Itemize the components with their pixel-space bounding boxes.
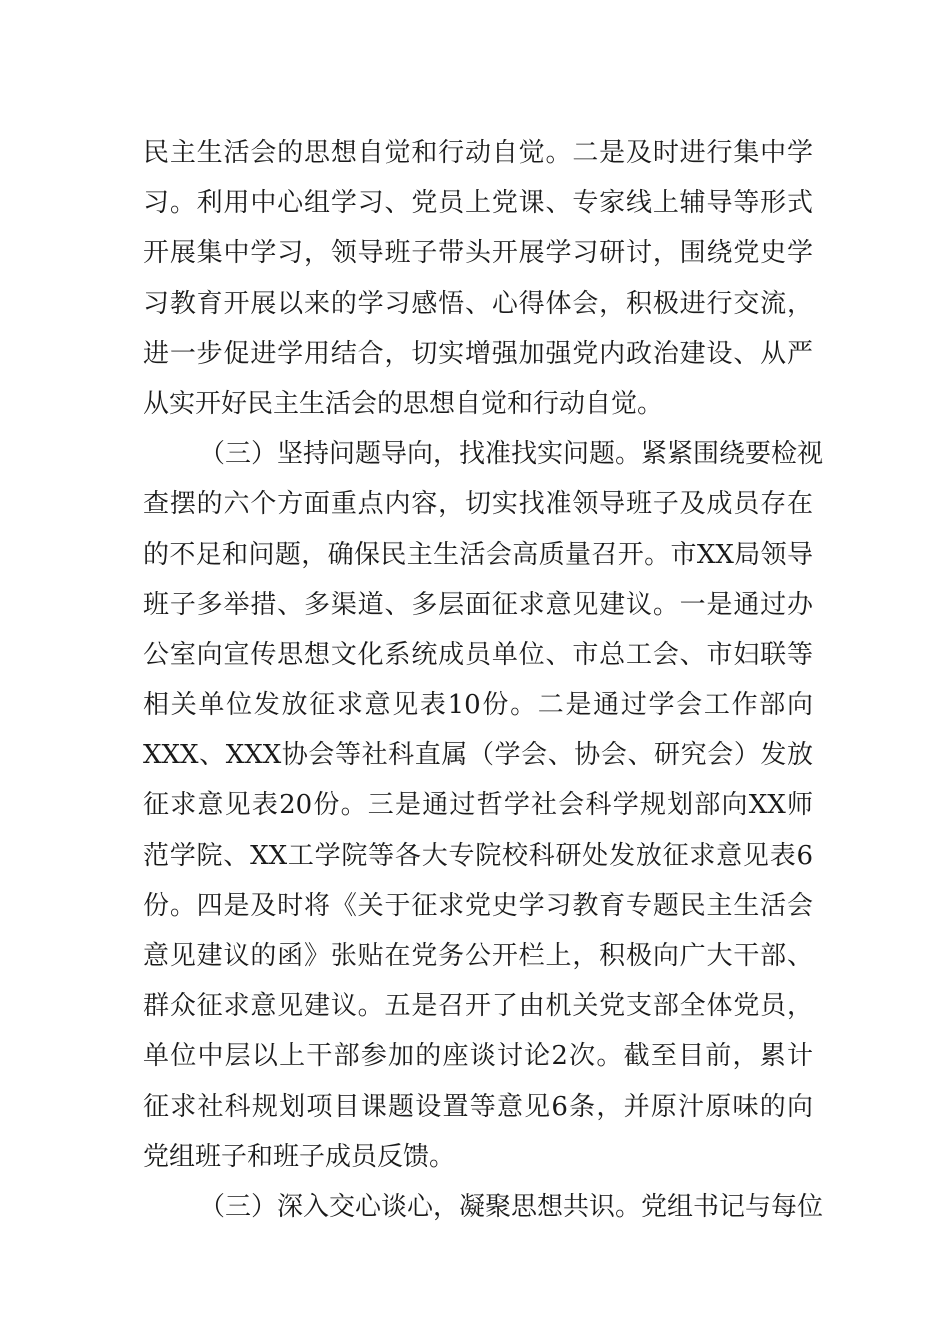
text-line: 党组班子和班子成员反馈。 <box>143 1141 456 1172</box>
text-line: 意见建议的函》张贴在党务公开栏上，积极向广大干部、 <box>143 941 813 971</box>
text-line: 班子多举措、多渠道、多层面征求意见建议。一是通过办 <box>143 589 813 620</box>
paragraph-start-line: （三）坚持问题导向，找准找实问题。紧紧围绕要检视 <box>199 439 824 470</box>
text-line: 开展集中学习，领导班子带头开展学习研讨，围绕党史学 <box>143 238 813 269</box>
text-line: 单位中层以上干部参加的座谈讨论2次。截至目前，累计 <box>143 1041 813 1072</box>
body-text <box>143 128 824 1232</box>
text-line: 民主生活会的思想自觉和行动自觉。二是及时进行集中学 <box>143 138 813 168</box>
text-line: 习。利用中心组学习、党员上党课、专家线上辅导等形式 <box>143 188 813 219</box>
text-line: 范学院、XX工学院等各大专院校科研处发放征求意见表6 <box>143 840 813 871</box>
text-line: 习教育开展以来的学习感悟、心得体会，积极进行交流， <box>143 288 813 319</box>
text-line: 相关单位发放征求意见表10份。二是通过学会工作部向 <box>143 690 813 721</box>
text-line: 群众征求意见建议。五是召开了由机关党支部全体党员， <box>143 991 813 1022</box>
text-line: 进一步促进学用结合，切实增强加强党内政治建设、从严 <box>143 338 813 369</box>
text-line: 查摆的六个方面重点内容，切实找准领导班子及成员存在 <box>143 489 813 520</box>
text-line: 的不足和问题，确保民主生活会高质量召开。市XX局领导 <box>143 539 813 570</box>
text-line: 从实开好民主生活会的思想自觉和行动自觉。 <box>143 388 664 419</box>
text-line: XXX、XXX协会等社科直属（学会、协会、研究会）发放 <box>143 740 813 771</box>
text-line: 份。四是及时将《关于征求党史学习教育专题民主生活会 <box>143 890 813 921</box>
text-line: 公室向宣传思想文化系统成员单位、市总工会、市妇联等 <box>143 639 813 670</box>
text-line: 征求意见表20份。三是通过哲学社会科学规划部向XX师 <box>143 790 813 821</box>
paragraph-start-line: （三）深入交心谈心，凝聚思想共识。党组书记与每位 <box>199 1191 824 1222</box>
text-line: 征求社科规划项目课题设置等意见6条，并原汁原味的向 <box>143 1091 813 1122</box>
